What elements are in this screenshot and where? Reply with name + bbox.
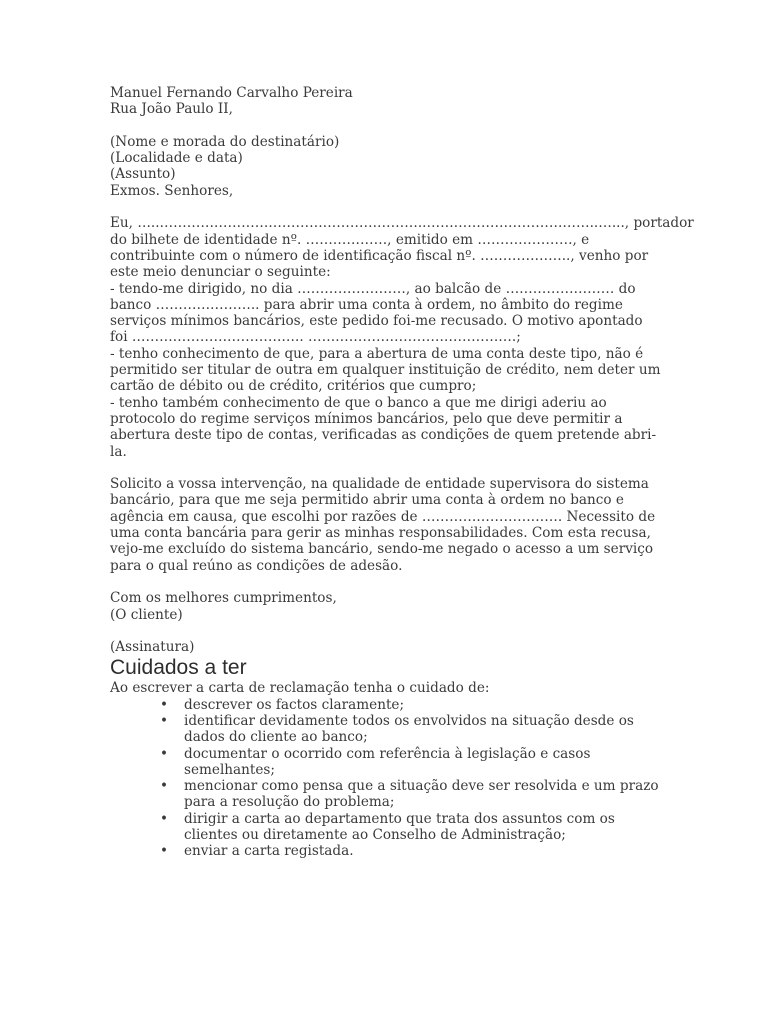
list-item: [110, 778, 658, 811]
body-paragraph-1: [110, 215, 694, 460]
bullet-icon: •: [160, 745, 169, 762]
bullet-icon: •: [160, 778, 169, 795]
text-line: do bilhete de identidade nº. ………………, emitido em …………………, e: [110, 231, 590, 248]
list-item-text: documentar o ocorrido com referência à legislação e casos: [184, 745, 591, 762]
text-line: bancário, para que me seja permitido abrir uma conta à ordem no banco e: [110, 492, 624, 509]
list-item-text: dirigir a carta ao departamento que trata dos assuntos com os: [184, 810, 615, 827]
text-line: uma conta bancária para gerir as minhas responsabilidades. Com esta recusa,: [110, 525, 651, 542]
sender-address: Rua João Paulo II,: [110, 101, 233, 118]
text-line: foi ……………………………….. ……………………………………….;: [110, 329, 521, 346]
text-line: permitido ser titular de outra em qualquer instituição de crédito, nem deter um: [110, 362, 661, 379]
text-line: Eu, …..…………………………………………………..………………………………..…..., portador: [110, 215, 694, 232]
text-line: - tenho também conhecimento de que o banco a que me dirigi aderiu ao: [110, 394, 607, 411]
list-item-text: mencionar como pensa que a situação deve ser resolvida e um prazo: [184, 778, 659, 795]
signature-placeholder: (Assinatura): [110, 639, 195, 656]
list-item-text: clientes ou diretamente ao Conselho de Administração;: [184, 827, 566, 844]
bullet-icon: •: [160, 696, 169, 713]
text-line: Solicito a vossa intervenção, na qualidade de entidade supervisora do sistema: [110, 476, 649, 493]
list-item: [110, 843, 658, 859]
greeting: Exmos. Senhores,: [110, 182, 234, 199]
list-item: [110, 811, 658, 844]
list-item-text: para a resolução do problema;: [184, 794, 395, 811]
bullet-icon: •: [160, 843, 169, 860]
recipient-block: [110, 134, 658, 199]
text-line: - tenho conhecimento de que, para a abertura de uma conta deste tipo, não é: [110, 345, 644, 362]
closing-block: [110, 590, 658, 623]
list-item-text: enviar a carta registada.: [184, 843, 354, 860]
text-line: serviços mínimos bancários, este pedido foi-me recusado. O motivo apontado: [110, 313, 643, 330]
section-heading: Cuidados a ter: [110, 656, 247, 680]
list-item: [110, 713, 658, 746]
list-item: [110, 697, 658, 713]
section-intro: Ao escrever a carta de reclamação tenha o cuidado de:: [110, 680, 490, 697]
text-line: abertura deste tipo de contas, verificadas as condições de quem pretende abri-: [110, 427, 657, 444]
closing-client: (O cliente): [110, 606, 183, 623]
text-line: este meio denunciar o seguinte:: [110, 264, 331, 281]
subject: (Assunto): [110, 166, 176, 183]
bullet-icon: •: [160, 810, 169, 827]
text-line: cartão de débito ou de crédito, critérios que cumpro;: [110, 378, 477, 395]
text-line: vejo-me excluído do sistema bancário, sendo-me negado o acesso a um serviço: [110, 541, 654, 558]
letter-document: [110, 85, 694, 860]
text-line: contribuinte com o número de identificação fiscal nº. ……………….., venho por: [110, 247, 649, 264]
recipient-name-address: (Nome e morada do destinatário): [110, 133, 340, 150]
text-line: agência em causa, que escolhi por razões de …………………………. Necessito de: [110, 508, 656, 525]
list-item-text: identificar devidamente todos os envolvidos na situação desde os: [184, 712, 634, 729]
list-item-text: descrever os factos claramente;: [184, 696, 405, 713]
closing-regards: Com os melhores cumprimentos,: [110, 590, 337, 607]
text-line: la.: [110, 443, 127, 460]
text-line: - tendo-me dirigido, no dia ……………………, ao balcão de …………………… do: [110, 280, 636, 297]
care-list: [110, 697, 658, 860]
text-line: protocolo do regime serviços mínimos bancários, pelo que deve permitir a: [110, 410, 623, 427]
sender-name: Manuel Fernando Carvalho Pereira: [110, 85, 353, 101]
place-date: (Localidade e data): [110, 150, 243, 167]
bullet-icon: •: [160, 712, 169, 729]
list-item: [110, 746, 658, 779]
text-line: para o qual reúno as condições de adesão.: [110, 557, 403, 574]
sender-block: [110, 85, 658, 118]
list-item-text: semelhantes;: [184, 761, 275, 778]
body-paragraph-2: [110, 476, 658, 574]
list-item-text: dados do cliente ao banco;: [184, 729, 368, 746]
text-line: banco ………………….. para abrir uma conta à ordem, no âmbito do regime: [110, 296, 623, 313]
